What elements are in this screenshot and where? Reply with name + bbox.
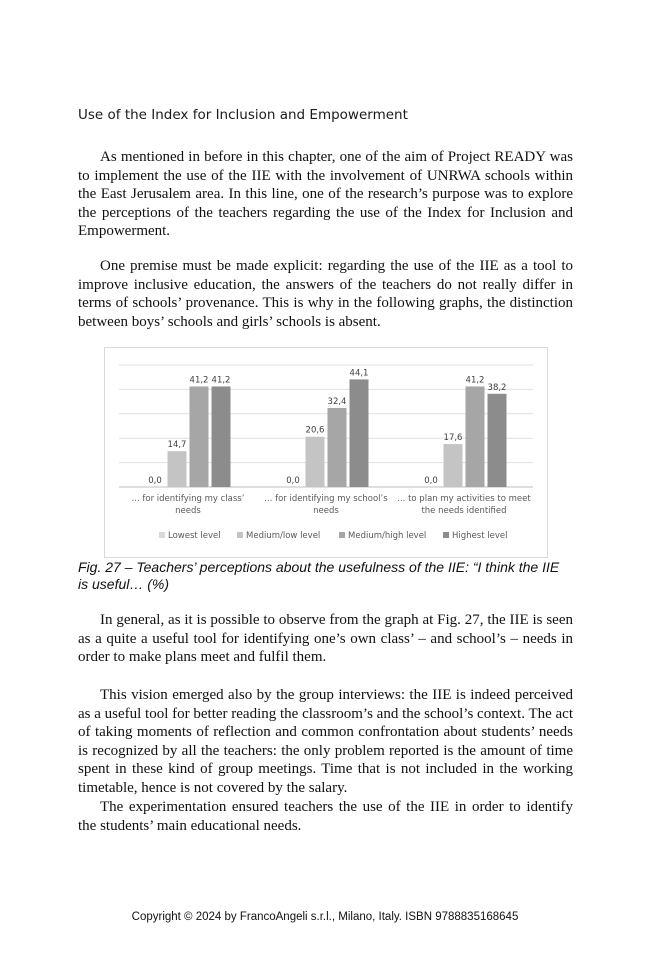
body-paragraph: This vision emerged also by the group interviews: the IIE is indeed perceived as a useful tool for better reading the classroom’s and the school’s context. The act of taking moments of reflection and common confrontation about students’ needs is recognized by all the teachers: the only problem reported is the amount of time spent in these kind of group meetings. Time that is not included in the working timetable, hence is not covered by the salary.	[78, 687, 573, 796]
category-label: ... to plan my activities to meet	[397, 494, 531, 504]
bar	[444, 444, 463, 487]
bar-chart	[104, 347, 548, 558]
data-label: 38,2	[487, 382, 507, 393]
body-paragraph: One premise must be made explicit: regarding the use of the IIE as a tool to improve inclusive education, the answers of the teachers do not really differ in terms of schools’ provenance. This is why in the following graphs, the distinction between boys’ schools and girls’ schools is absent.	[78, 258, 573, 330]
bar	[350, 379, 369, 487]
figure-caption: Fig. 27 – Teachers’ perceptions about the usefulness of the IIE: “I think the IIE is useful… (%)	[78, 559, 560, 592]
data-label: 44,1	[349, 368, 369, 379]
category-label: needs	[313, 506, 339, 516]
data-label: 41,2	[211, 375, 231, 386]
data-label: 0,0	[424, 476, 438, 486]
data-label: 0,0	[286, 476, 300, 486]
legend-label: Lowest level	[168, 531, 221, 541]
body-paragraph: The experimentation ensured teachers the use of the IIE in order to identify the students’ main educational needs.	[78, 799, 573, 834]
data-label: 14,7	[167, 440, 187, 451]
legend-label: Highest level	[452, 531, 508, 541]
data-label: 0,0	[148, 476, 162, 486]
bar	[212, 386, 231, 487]
category-label: the needs identified	[421, 506, 507, 516]
legend-swatch	[159, 532, 165, 538]
bar	[466, 386, 485, 487]
copyright-footer: Copyright © 2024 by FrancoAngeli s.r.l., Milano, Italy. ISBN 9788835168645	[131, 911, 519, 923]
legend-swatch	[237, 532, 243, 538]
bar	[190, 386, 209, 487]
data-label: 32,4	[327, 396, 347, 407]
legend-swatch	[339, 532, 345, 538]
bar	[306, 437, 325, 487]
data-label: 41,2	[189, 375, 209, 386]
data-label: 17,6	[443, 433, 463, 444]
legend-swatch	[443, 532, 449, 538]
section-heading: Use of the Index for Inclusion and Empowerment	[78, 107, 408, 123]
category-label: ... for identifying my class’	[131, 494, 245, 504]
body-paragraph: As mentioned in before in this chapter, one of the aim of Project READY was to implement the use of the IIE with the involvement of UNRWA schools within the East Jerusalem area. In this line, one of the research’s purpose was to explore the perceptions of the teachers regarding the use of the Index for Inclusion and Empowerment.	[78, 149, 573, 240]
body-paragraph: In general, as it is possible to observe from the graph at Fig. 27, the IIE is seen as a quite a useful tool for identifying one’s own class’ – and school’s – needs in order to make plans meet and fulfil them.	[78, 612, 573, 666]
bar-chart-svg	[105, 348, 547, 557]
bar	[488, 394, 507, 487]
data-label: 20,6	[305, 425, 325, 436]
category-label: needs	[175, 506, 201, 516]
bar	[328, 408, 347, 487]
legend-label: Medium/low level	[246, 531, 321, 541]
legend-label: Medium/high level	[348, 531, 427, 541]
data-label: 41,2	[465, 375, 485, 386]
bar	[168, 451, 187, 487]
category-label: ... for identifying my school’s	[264, 494, 388, 504]
